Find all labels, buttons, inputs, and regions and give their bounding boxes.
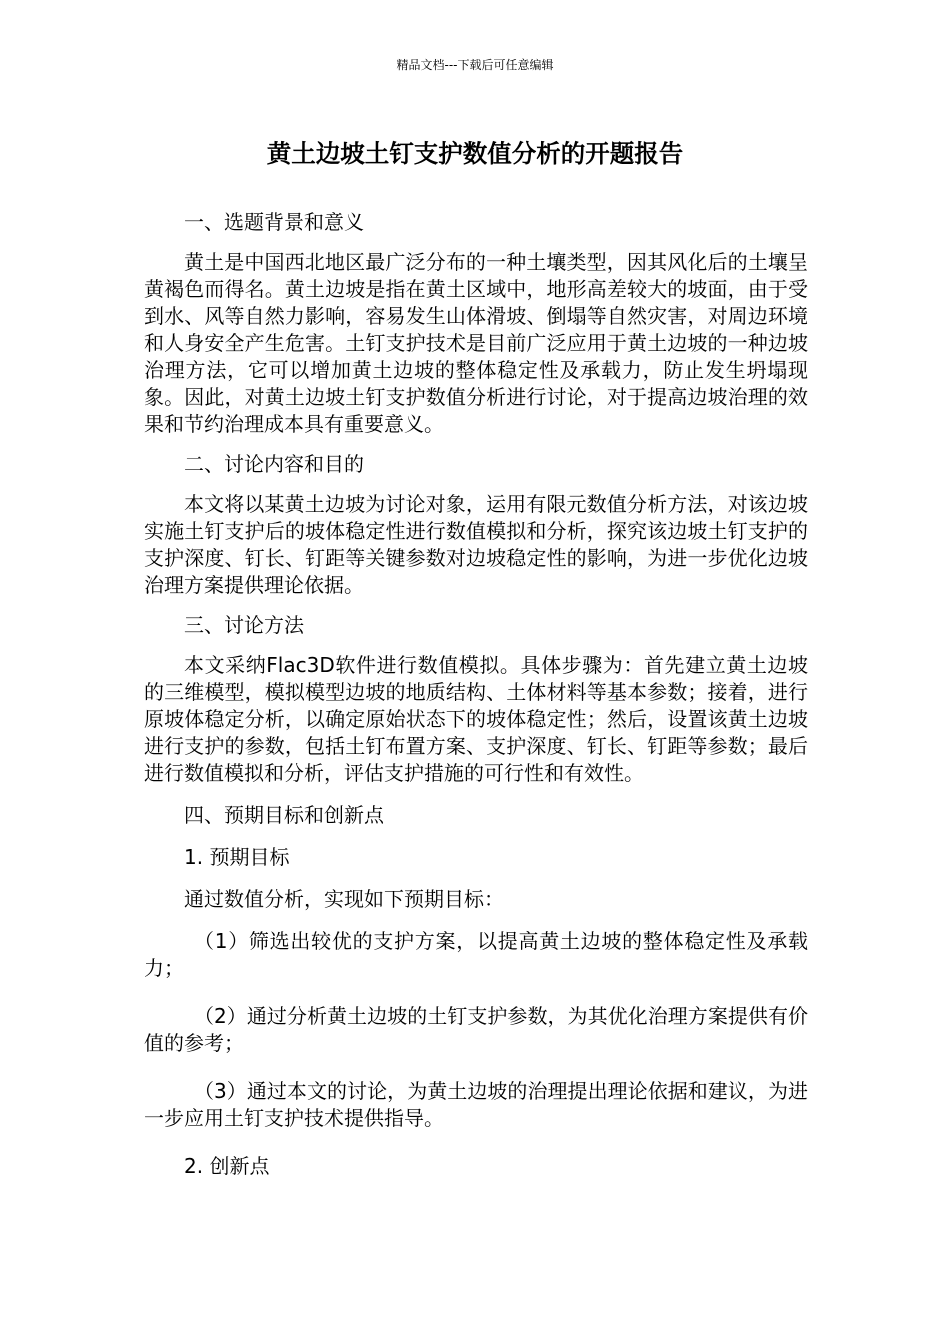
paragraph-background: 黄土是中国西北地区最广泛分布的一种土壤类型，因其风化后的土壤呈黄褐色而得名。黄土边坡是指在黄土区域中，地形高差较大的坡面，由于受到水、风等自然力影响，容易发生山体滑坡、倒塌等自然灾害，对周边环境和人身安全产生危害。土钉支护技术是目前广泛应用于黄土边坡的一种边坡治理方法，它可以增加黄土边坡的整体稳定性及承载力，防止发生坍塌现象。因此，对黄土边坡土钉支护数值分析进行讨论，对于提高边坡治理的效果和节约治理成本具有重要意义。 <box>144 250 808 436</box>
subheading-innovation: 2. 创新点 <box>184 1154 270 1178</box>
goal-item: （3）通过本文的讨论，为黄土边坡的治理提出理论依据和建议，为进一步应用土钉支护技术提供指导。 <box>144 1079 808 1130</box>
page-header-note: 精品文档---下载后可任意编辑 <box>396 58 554 72</box>
paragraph-method: 本文采纳Flac3D软件进行数值模拟。具体步骤为：首先建立黄土边坡的三维模型，模拟模型边坡的地质结构、土体材料等基本参数；接着，进行原坡体稳定分析，以确定原始状态下的坡体稳定性；然后，设置该黄土边坡进行支护的参数，包括土钉布置方案、支护深度、钉长、钉距等参数；最后进行数值模拟和分析，评估支护措施的可行性和有效性。 <box>144 653 808 785</box>
subheading-expected-goals: 1. 预期目标 <box>184 845 290 869</box>
paragraph-content: 本文将以某黄土边坡为讨论对象，运用有限元数值分析方法，对该边坡实施土钉支护后的坡体稳定性进行数值模拟和分析，探究该边坡土钉支护的支护深度、钉长、钉距等关键参数对边坡稳定性的影响，为进一步优化边坡治理方案提供理论依据。 <box>144 492 808 597</box>
section-heading-background: 一、选题背景和意义 <box>184 210 364 234</box>
document-title: 黄土边坡土钉支护数值分析的开题报告 <box>266 139 684 168</box>
section-heading-content: 二、讨论内容和目的 <box>184 452 364 476</box>
document-body <box>144 209 808 1180</box>
goals-intro: 通过数值分析，实现如下预期目标： <box>184 887 504 911</box>
goal-item: （2）通过分析黄土边坡的土钉支护参数，为其优化治理方案提供有价值的参考； <box>144 1004 808 1055</box>
section-heading-method: 三、讨论方法 <box>184 613 304 637</box>
section-heading-goals: 四、预期目标和创新点 <box>184 803 384 827</box>
goal-item: （1）筛选出较优的支护方案，以提高黄土边坡的整体稳定性及承载力； <box>144 929 808 980</box>
